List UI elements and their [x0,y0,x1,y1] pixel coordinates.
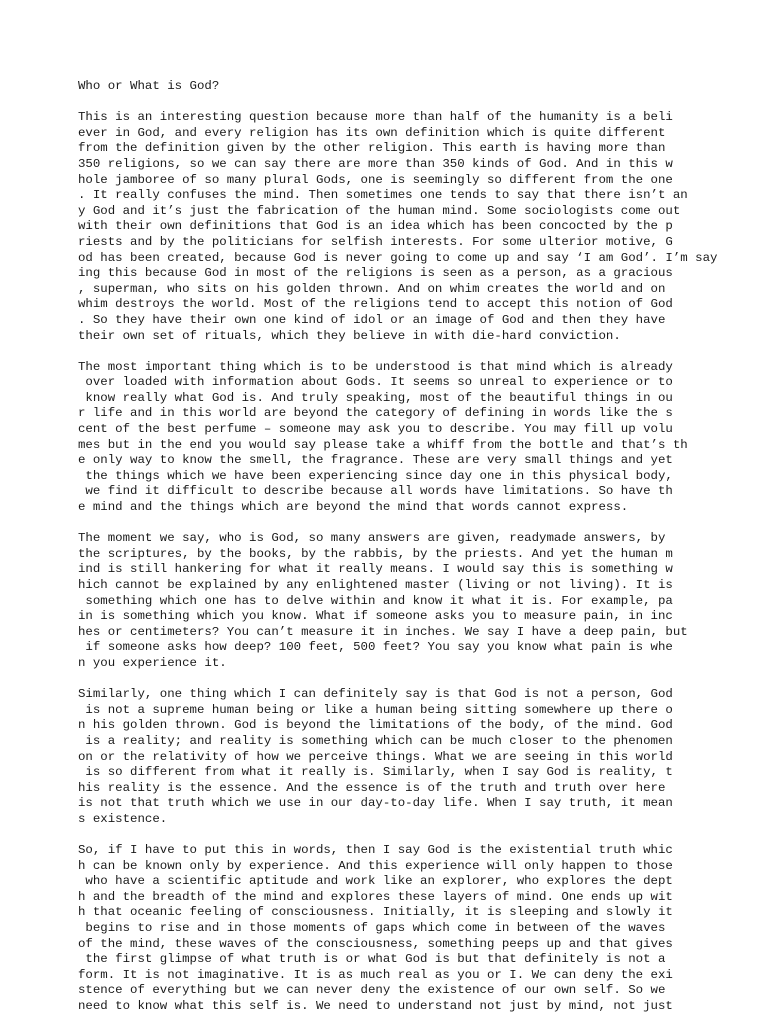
text-line: in is something which you know. What if someone asks you to measure pain, in inc [78,609,673,624]
text-line: we find it difficult to describe because all words have limitations. So have th [78,484,673,499]
text-line: who have a scientific aptitude and work like an explorer, who explores the dept [78,874,673,889]
text-line: riests and by the politicians for selfish interests. For some ulterior motive, G [78,234,673,249]
text-line: form. It is not imaginative. It is as much real as you or I. We can deny the exi [78,967,673,982]
document-title: Who or What is God? [78,79,220,93]
text-line: hes or centimeters? You can’t measure it in inches. We say I have a deep pain, but [78,624,688,639]
text-line: y God and it’s just the fabrication of the human mind. Some sociologists come out [78,203,681,218]
paragraph [78,687,768,827]
text-line: is so different from what it really is. Similarly, when I say God is reality, t [78,765,673,780]
text-line: mes but in the end you would say please take a whiff from the bottle and that’s th [78,437,688,452]
text-line: hich cannot be explained by any enlightened master (living or not living). It is [78,578,673,592]
text-line: the things which we have been experiencing since day one in this physical body, [78,468,673,483]
text-line: So, if I have to put this in words, then I say God is the existential truth whic [78,843,673,858]
document-page [78,79,768,1015]
text-line: begins to rise and in those moments of gaps which come in between of the waves [78,921,666,936]
paragraph [78,110,768,344]
paragraph-gap [78,344,768,360]
text-line: r life and in this world are beyond the category of defining in words like the s [78,406,673,421]
paragraph-gap [78,672,768,688]
text-line: . It really confuses the mind. Then sometimes one tends to say that there isn’t an [78,188,688,203]
paragraph [78,531,768,671]
text-line: something which one has to delve within and know it what it is. For example, pa [78,593,673,608]
text-line: e mind and the things which are beyond the mind that words cannot express. [78,500,629,515]
text-line: the first glimpse of what truth is or what God is but that definitely is not a [78,952,666,967]
text-line: ing this because God in most of the religions is seen as a person, as a gracious [78,266,673,281]
text-line: whim destroys the world. Most of the religions tend to accept this notion of God [78,297,673,312]
text-line: e only way to know the smell, the fragrance. These are very small things and yet [78,453,673,468]
text-line: know really what God is. And truly speaking, most of the beautiful things in ou [78,390,673,405]
text-line: their own set of rituals, which they believe in with die-hard conviction. [78,328,621,343]
text-line: h can be known only by experience. And this experience will only happen to those [78,858,673,873]
text-line: ind is still hankering for what it really means. I would say this is something w [78,562,673,577]
text-line: The moment we say, who is God, so many answers are given, readymade answers, by [78,531,666,546]
text-line: 350 religions, so we can say there are more than 350 kinds of God. And in this w [78,156,673,171]
text-line: his reality is the essence. And the essence is of the truth and truth over here [78,780,666,795]
text-line: n you experience it. [78,655,227,670]
text-line: on or the relativity of how we perceive things. What we are seeing in this world [78,749,673,764]
text-line: cent of the best perfume – someone may ask you to describe. You may fill up volu [78,422,673,437]
text-line: is a reality; and reality is something which can be much closer to the phenomen [78,733,673,748]
text-line: ever in God, and every religion has its own definition which is quite different [78,125,666,140]
paragraph [78,360,768,516]
paragraph-gap [78,516,768,532]
text-line: of the mind, these waves of the consciousness, something peeps up and that gives [78,936,673,951]
text-line: with their own definitions that God is an idea which has been concocted by the p [78,219,673,234]
text-line: . So they have their own one kind of idol or an image of God and then they have [78,312,666,327]
text-line: is not a supreme human being or like a human being sitting somewhere up there o [78,702,673,717]
text-line: hole jamboree of so many plural Gods, one is seemingly so different from the one [78,172,673,187]
text-line: , superman, who sits on his golden thrown. And on whim creates the world and on [78,281,666,296]
paragraph-gap [78,828,768,844]
text-line: is not that truth which we use in our day-to-day life. When I say truth, it mean [78,796,673,811]
text-line: need to know what this self is. We need to understand not just by mind, not just [78,999,673,1014]
text-line: h and the breadth of the mind and explores these layers of mind. One ends up wit [78,889,673,904]
text-line: stence of everything but we can never deny the existence of our own self. So we [78,983,666,998]
text-line: if someone asks how deep? 100 feet, 500 feet? You say you know what pain is whe [78,640,673,655]
text-line: from the definition given by the other religion. This earth is having more than [78,141,666,156]
paragraph [78,843,768,1015]
text-line: n his golden thrown. God is beyond the limitations of the body, of the mind. God [78,718,673,733]
text-line: over loaded with information about Gods. It seems so unreal to experience or to [78,375,673,390]
text-line: the scriptures, by the books, by the rabbis, by the priests. And yet the human m [78,546,673,561]
paragraph-gap [78,95,768,111]
text-line: h that oceanic feeling of consciousness. Initially, it is sleeping and slowly it [78,905,673,920]
text-line: This is an interesting question because more than half of the humanity is a beli [78,110,673,125]
text-line: The most important thing which is to be understood is that mind which is already [78,359,673,374]
text-line: Similarly, one thing which I can definitely say is that God is not a person, God [78,687,673,702]
text-line: s existence. [78,811,168,826]
document-body [78,110,768,1014]
text-line: od has been created, because God is never going to come up and say ‘I am God’. I’m say [78,250,718,265]
